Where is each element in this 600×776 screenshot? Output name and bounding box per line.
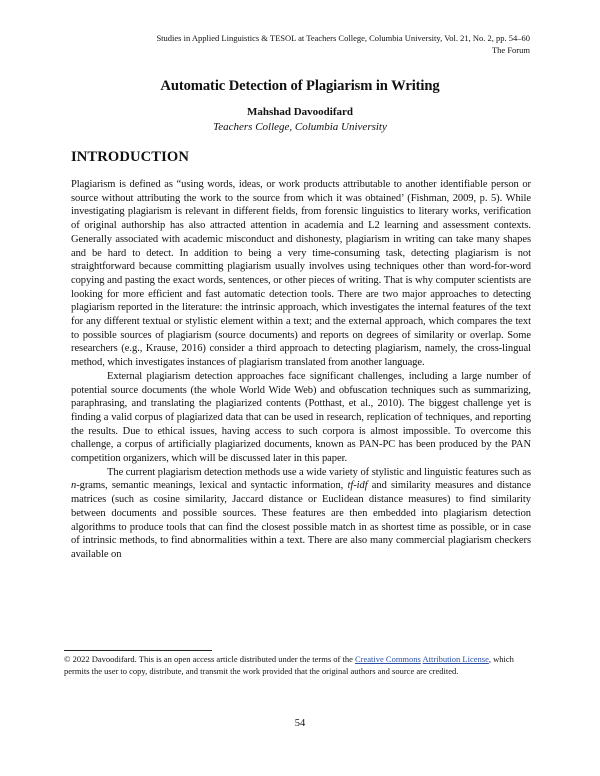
journal-citation: Studies in Applied Linguistics & TESOL at Teachers College, Columbia University, Vol. 21, No. 2, pp. 54–60	[156, 33, 530, 43]
footnote-text-a: © 2022 Davoodifard. This is an open access article distributed under the terms of the	[64, 654, 355, 664]
section-heading: INTRODUCTION	[71, 149, 189, 165]
running-head	[70, 32, 530, 56]
author-affiliation: Teachers College, Columbia University	[213, 121, 387, 133]
ngram-italic: n	[71, 480, 77, 492]
paragraph-3-text-c: and similarity measures and distance matrices (such as cosine similarity, Jaccard distance or Euclidean distance measures) to find similarity between documents and possible sources. These features are then embedded into plagiarism detection algorithms to produce tools that can find the closest possible match in as shortest time as possible, or in case of intrinsic methods, to find abnormalities within a text. There are also many commercial plagiarism checkers available on	[71, 480, 532, 560]
author-name: Mahshad Davoodifard	[246, 106, 354, 118]
footnote-text-b: , which permits the user to copy, distribute, and transmit the work provided that the original authors and source are credited.	[64, 654, 514, 676]
tfidf-italic: tf-idf	[347, 480, 368, 492]
creative-commons-link[interactable]: Creative Commons	[354, 654, 421, 664]
journal-section: The Forum	[491, 45, 530, 55]
footnote-divider	[64, 650, 212, 651]
paragraph-3-text-a: The current plagiarism detection methods use a wide variety of stylistic and linguistic features such as	[107, 466, 531, 478]
paragraph-1: Plagiarism is defined as “using words, ideas, or work products attributable to another identifiable person or source without attributing the work to the source from which it was obtained’ (Fishman, 2009, p. 5). While investigating plagiarism is relevant in different fields, from forensic linguistics to literary works, verification of original authorship has also attracted attention in academia and L2 learning and assessment contexts. Generally associated with academic misconduct and dishonesty, plagiarism in writing can take many shapes and be hard to detect. In addition to being a very time-consuming task, detecting plagiarism is not straightforward because committing plagiarism usually involves using techniques other than word-for-word copying and pasting the exact words, sentences, or other pieces of writing. That is why computer scientists are looking for more efficient and fast automatic detection tools. There are two major approaches to detecting plagiarism reported in the literature: the intrinsic approach, which investigates the internal features of the text for any different textual or stylistic element within a text; and the external approach, which compares the text to possible sources of plagiarism (source documents) and reports on degrees of similarity or overlap. Some researchers (e.g., Krause, 2016) consider a third approach to detecting plagiarism, namely, the cross-lingual method, which investigates instances of plagiarism translated from another language.	[71, 179, 531, 369]
article-title: Automatic Detection of Plagiarism in Writing	[160, 78, 440, 94]
attribution-license-link[interactable]: Attribution License	[422, 654, 489, 664]
page-number: 54	[294, 718, 306, 729]
paragraph-3	[71, 466, 531, 562]
paragraph-2: External plagiarism detection approaches face significant challenges, including a large number of potential source documents (the whole World Wide Web) and obfuscation techniques such as summarizing, paraphrasing, and translating the plagiarized contents (Potthast, et al., 2010). The biggest challenge yet is finding a valid corpus of plagiarized data that can be used in research, replication of techniques, and reporting the results. Due to ethical issues, having access to such corpora is almost impossible. To overcome this challenge, a corpus of artificially plagiarized documents, known as PAN-PC has been produced by the PAN competition organizers, which will be discussed later in this paper.	[71, 370, 531, 465]
copyright-footnote	[64, 654, 530, 677]
body-text	[71, 178, 531, 562]
paragraph-3-text-b: -grams, semantic meanings, lexical and syntactic information,	[76, 480, 348, 492]
